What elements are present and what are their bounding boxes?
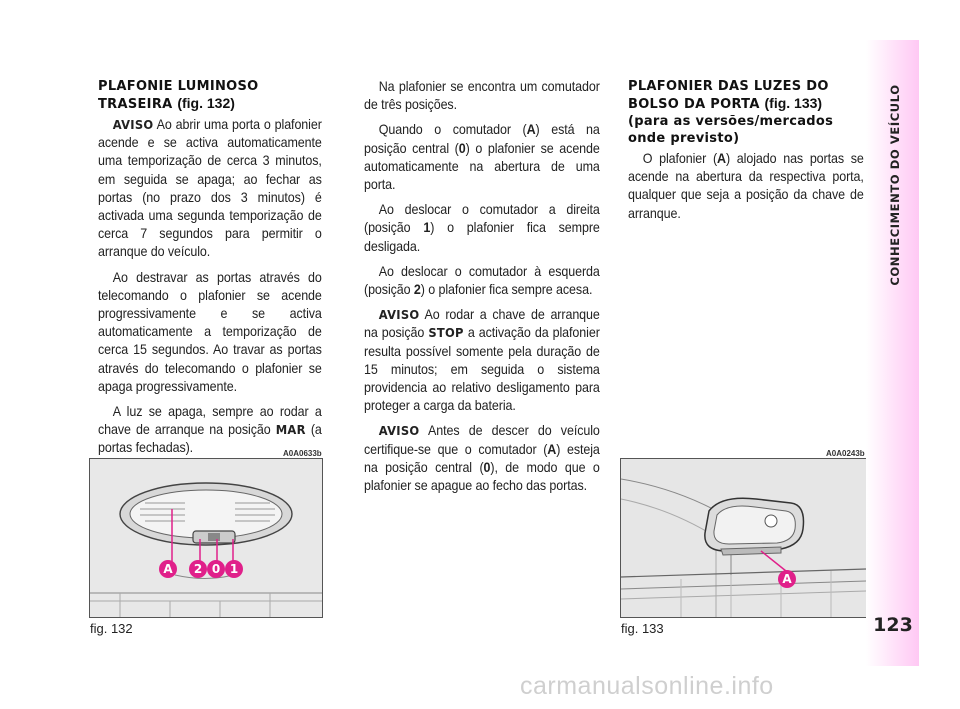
- figure-132: [89, 458, 323, 618]
- text: Ao destravar as portas através do telecomando o plafonier se acende progressivamente e se activa automaticamente a temporização de cerca 15 segundos. Ao travar as portas através do telecomando o plafonier se apaga progressivamente.: [98, 269, 322, 394]
- chapter-title: [880, 70, 910, 300]
- callout-0: 0: [211, 562, 221, 576]
- rear-ceiling-light-illustration: [90, 459, 322, 617]
- paragraph: [98, 269, 322, 396]
- paragraph: [364, 306, 600, 415]
- paragraph: [364, 422, 600, 495]
- keyword: A: [717, 151, 726, 166]
- text: ) o plafonier se acende automaticamente na abertura de uma porta.: [364, 140, 600, 193]
- text: ) o plafonier fica sempre desligada.: [364, 220, 600, 254]
- text: Ao rodar a chave de arranque na posição: [364, 307, 600, 341]
- callout-1: 1: [229, 562, 239, 576]
- keyword: MAR: [275, 422, 306, 438]
- page-number: 123: [873, 614, 913, 636]
- figure-caption: fig. 133: [621, 621, 664, 636]
- title-fig-ref: (fig. 132): [177, 95, 235, 111]
- title-line-2: BOLSO DA PORTA: [628, 97, 760, 112]
- paragraph: [628, 150, 864, 223]
- text: ), de modo que o plafonier se apague ao fecho das portas.: [364, 459, 600, 494]
- title-line-1: PLAFONIER DAS LUZES DO: [628, 79, 829, 94]
- keyword: 0: [483, 459, 491, 475]
- column-3: [628, 78, 864, 230]
- figure-133: [620, 458, 867, 618]
- text: ) alojado nas portas se acende na abertura da respectiva porta, qualquer que seja a posição da chave de arranque.: [628, 151, 864, 221]
- keyword: 2: [413, 282, 421, 298]
- keyword: STOP: [428, 325, 464, 341]
- text: Ao deslocar o comutador a direita (posição: [364, 202, 600, 236]
- text: ) o plafonier fica sempre acesa.: [420, 282, 593, 298]
- column-1: [98, 78, 322, 465]
- door-pocket-light-illustration: [621, 459, 866, 617]
- callout-2: 2: [193, 562, 203, 576]
- callout-a: A: [782, 572, 792, 586]
- title-fig-ref: (fig. 133): [764, 95, 823, 111]
- text: Antes de descer do veículo certifique-se que o comutador (: [364, 423, 600, 457]
- keyword: 0: [458, 140, 466, 156]
- text: A luz se apaga, sempre ao rodar a chave de arranque na posição: [98, 404, 322, 438]
- column-2: [364, 78, 600, 502]
- warning-keyword: AVISO: [112, 117, 154, 132]
- paragraph: [364, 263, 600, 299]
- figure-code: A0A0633b: [283, 449, 322, 458]
- text: Ao deslocar o comutador à esquerda (posição: [364, 263, 600, 298]
- figure-caption: fig. 132: [90, 621, 133, 636]
- text: Na plafonier se encontra um comutador de três posições.: [364, 79, 600, 113]
- watermark: carmanualsonline.info: [520, 672, 774, 700]
- warning-keyword: AVISO: [378, 307, 420, 323]
- title-line-2: TRASEIRA: [98, 97, 173, 112]
- section-title-rear-light: [98, 78, 322, 113]
- keyword: A: [547, 441, 557, 457]
- text: (a portas fechadas).: [98, 422, 322, 456]
- text: Ao abrir uma porta o plafonier acende e se activa automaticamente uma temporização de cerca 3 minutos, em seguida se apaga; ao fechar as portas (no prazo dos 3 minutos) é activada uma segunda temporização de cerca 7 segundos para permitir o arranque do veículo.: [98, 117, 322, 260]
- callout-a: A: [163, 562, 173, 576]
- title-line-1: PLAFONIE LUMINOSO: [98, 79, 259, 94]
- paragraph: [98, 116, 322, 262]
- figure-code: A0A0243b: [826, 449, 865, 458]
- text: Quando o comutador (: [378, 122, 527, 138]
- warning-keyword: AVISO: [378, 423, 420, 439]
- text: a activação da plafonier resulta possível somente pela duração de 15 minutos; em seguida o sistema providencia ao relativo desligamento para proteger a carga da bateria.: [364, 325, 600, 414]
- paragraph: [364, 121, 600, 194]
- keyword: A: [526, 122, 536, 138]
- paragraph: [364, 78, 600, 114]
- section-title-door-light: [628, 78, 864, 147]
- paragraph: [364, 201, 600, 256]
- chapter-title-text: CONHECIMENTO DO VEÍCULO: [888, 84, 902, 286]
- text: ) esteja na posição central (: [364, 441, 600, 475]
- keyword: 1: [423, 220, 431, 236]
- text: O plafonier (: [642, 151, 718, 166]
- text: ) está na posição central (: [364, 122, 600, 156]
- title-note: (para as versões/mercados onde previsto): [628, 114, 834, 146]
